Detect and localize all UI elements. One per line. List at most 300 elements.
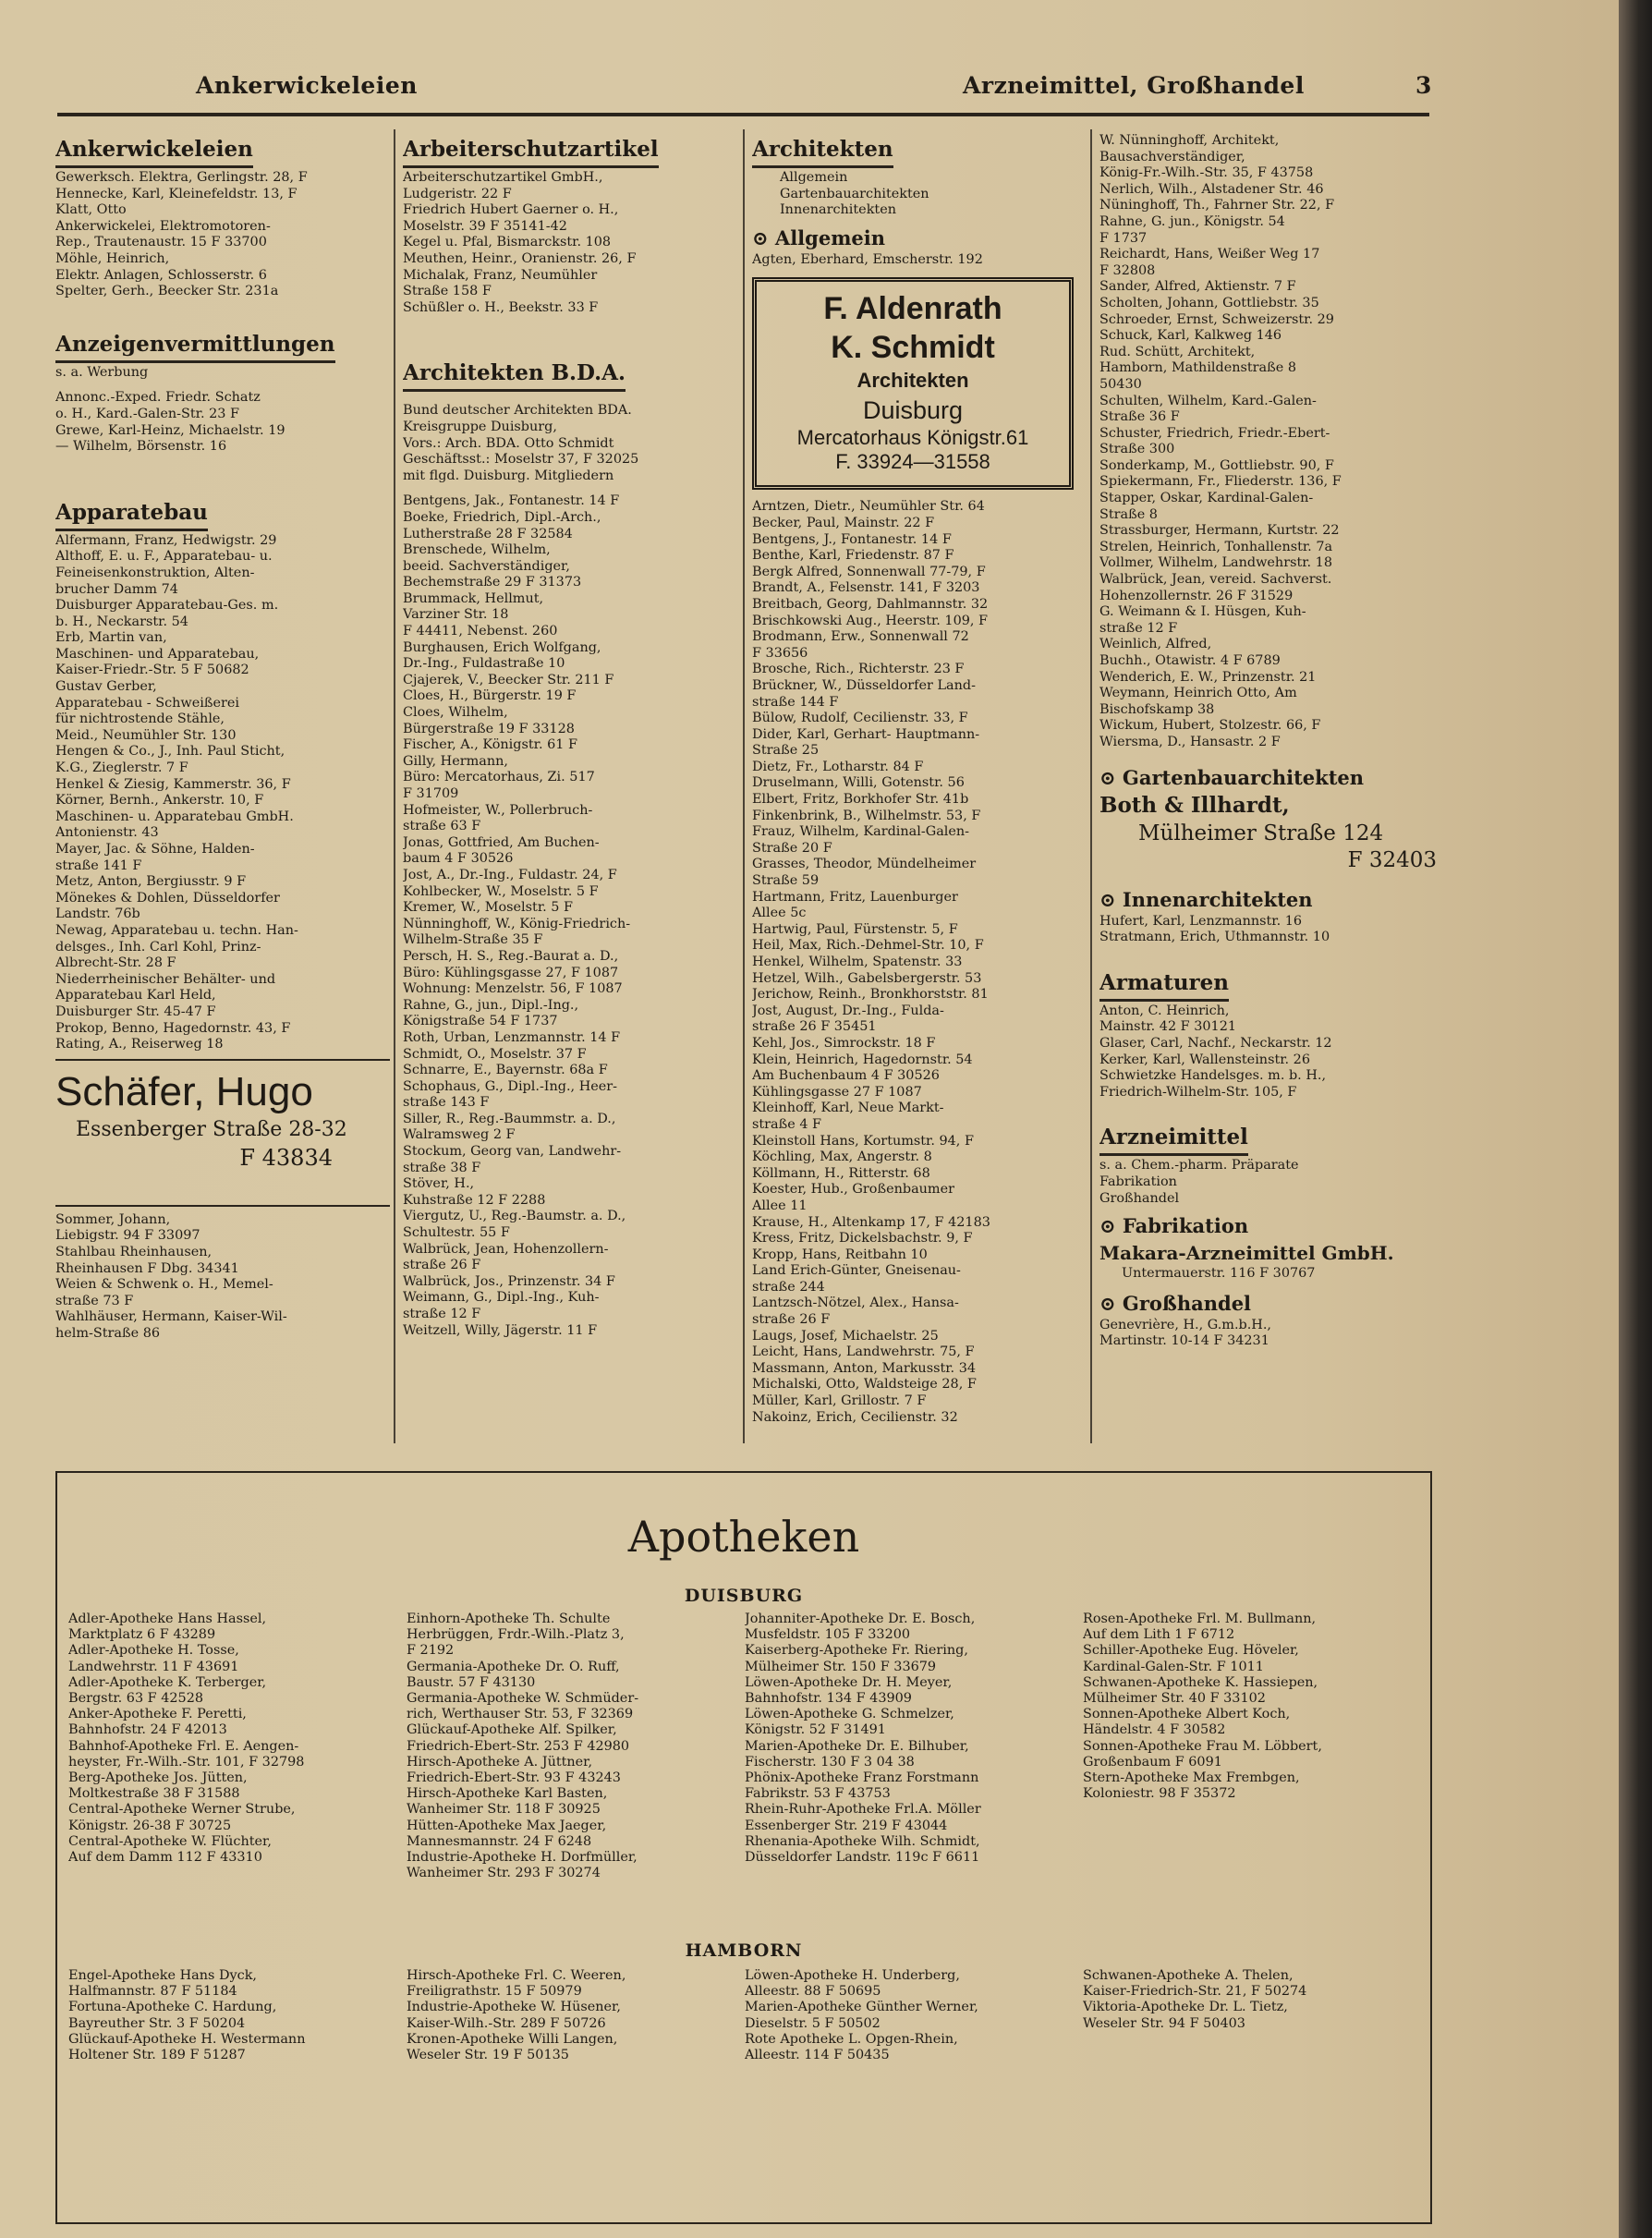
ad-rule — [55, 1205, 390, 1207]
entry-line: straße 141 F — [55, 857, 142, 873]
entry-line: Gustav Gerber, — [55, 679, 157, 695]
entry-line: Michalski, Otto, Waldsteige 28, F — [752, 1377, 977, 1393]
entry-line: Schuster, Friedrich, Friedr.-Ebert- — [1099, 425, 1330, 441]
entry-line: Freiligrathstr. 15 F 50979 — [407, 1984, 582, 2000]
entry-line: Weymann, Heinrich Otto, Am — [1099, 686, 1297, 701]
entry-line: Germania-Apotheke W. Schmüder- — [407, 1691, 639, 1707]
entry-line: Schuck, Karl, Kalkweg 146 — [1099, 328, 1282, 344]
entry-line: Straße 36 F — [1099, 409, 1180, 425]
entry-line: Boeke, Friedrich, Dipl.-Arch., — [403, 509, 601, 525]
entry-line: Sander, Alfred, Aktienstr. 7 F — [1099, 279, 1296, 295]
entry-line: Bergk Alfred, Sonnenwall 77-79, F — [752, 564, 986, 579]
entry-line: Wenderich, E. W., Prinzenstr. 21 — [1099, 669, 1317, 685]
entry-line: Klein, Heinrich, Hagedornstr. 54 — [752, 1052, 973, 1067]
entry-line: Cloes, Wilhelm, — [403, 705, 508, 721]
entry-line: Marien-Apotheke Dr. E. Bilhuber, — [745, 1738, 969, 1754]
entry-line: Wohnung: Menzelstr. 56, F 1087 — [403, 981, 623, 997]
ad-role: Architekten — [856, 369, 969, 393]
city-heading-duisburg: DUISBURG — [684, 1586, 804, 1606]
entry-line: Hufert, Karl, Lenzmannstr. 16 — [1099, 913, 1303, 929]
entry-line: Wickum, Hubert, Stolzestr. 66, F — [1099, 718, 1321, 734]
entry-line: Strassburger, Hermann, Kurtstr. 22 — [1099, 523, 1340, 539]
entry-line: Kropp, Hans, Reitbahn 10 — [752, 1247, 928, 1262]
entry-line: Königstr. 26-38 F 30725 — [68, 1818, 232, 1833]
section-heading-architekten: Architekten — [752, 137, 893, 168]
ad-company-name: Both & Illhardt, — [1099, 792, 1290, 818]
entry-line: Mannesmannstr. 24 F 6248 — [407, 1833, 592, 1849]
entry-line: Brenschede, Wilhelm, — [403, 542, 551, 558]
entry-list — [752, 499, 1077, 1426]
entry-line: Industrie-Apotheke W. Hüsener, — [407, 2000, 621, 2015]
entry-line: Löwen-Apotheke H. Underberg, — [745, 1968, 960, 1983]
entry-line: Hirsch-Apotheke Frl. C. Weeren, — [407, 1968, 626, 1983]
entry-line: Phönix-Apotheke Franz Forstmann — [745, 1770, 979, 1786]
entry-line: Sonnen-Apotheke Albert Koch, — [1083, 1707, 1291, 1722]
header-right: Arzneimittel, Großhandel — [963, 72, 1305, 99]
entry-line: helm-Straße 86 — [55, 1325, 161, 1341]
entry-line: F 32808 — [1099, 262, 1156, 278]
entry-line: Rosen-Apotheke Frl. M. Bullmann, — [1083, 1612, 1317, 1626]
entry-line: Mülheimer Str. 150 F 33679 — [745, 1659, 937, 1674]
entry-line: Buchh., Otawistr. 4 F 6789 — [1099, 653, 1281, 668]
entry-line: Gartenbauarchitekten — [780, 186, 929, 201]
entry-line: Bülow, Rudolf, Cecilienstr. 33, F — [752, 711, 968, 726]
entry-line: Brummack, Hellmut, — [403, 590, 544, 606]
entry-line: Schroeder, Ernst, Schweizerstr. 29 — [1099, 311, 1334, 327]
entry-line: Mönekes & Dohlen, Düsseldorfer — [55, 890, 280, 906]
entry-line: Heil, Max, Rich.-Dehmel-Str. 10, F — [752, 938, 984, 954]
entry-line: Rheinhausen F Dbg. 34341 — [55, 1260, 239, 1276]
entry-line: Rep., Trautenaustr. 15 F 33700 — [55, 235, 267, 250]
entry-line: Klatt, Otto — [55, 202, 127, 218]
entry-line: Hetzel, Wilh., Gabelsbergerstr. 53 — [752, 970, 982, 986]
entry-line: Schüßler o. H., Beekstr. 33 F — [403, 299, 599, 315]
entry-line: Bentgens, J., Fontanestr. 14 F — [752, 531, 952, 547]
entry-line: Herbrüggen, Frdr.-Wilh.-Platz 3, — [407, 1627, 625, 1643]
entry-line: Grewe, Karl-Heinz, Michaelstr. 19 — [55, 422, 285, 438]
book-binding-edge — [1619, 0, 1652, 2238]
section-heading-ankerwickeleien: Ankerwickeleien — [55, 137, 253, 168]
entry-line: Bechemstraße 29 F 31373 — [403, 575, 582, 590]
entry-line: Straße 20 F — [752, 840, 832, 856]
apotheken-title: Apotheken — [627, 1512, 860, 1562]
entry-line: Breitbach, Georg, Dahlmannstr. 32 — [752, 596, 989, 612]
entry-line: Rhenania-Apotheke Wilh. Schmidt, — [745, 1833, 980, 1849]
entry-line: Kaiserberg-Apotheke Fr. Riering, — [745, 1643, 968, 1659]
entry-line: Hennecke, Karl, Kleinefeldstr. 13, F — [55, 186, 298, 201]
entry-line: Hohenzollernstr. 26 F 31529 — [1099, 588, 1294, 603]
entry-line: Central-Apotheke Werner Strube, — [68, 1802, 296, 1818]
entry-line: Brischkowski Aug., Heerstr. 109, F — [752, 613, 989, 628]
entry-line: Gilly, Hermann, — [403, 753, 508, 769]
advertisement-aldenrath-schmidt — [752, 277, 1074, 490]
entry-line: Fischer, A., Königstr. 61 F — [403, 737, 577, 753]
entry-list — [403, 403, 737, 1339]
entry-line: Kreisgruppe Duisburg, — [403, 419, 557, 434]
entry-line: Meuthen, Heinr., Oranienstr. 26, F — [403, 250, 637, 266]
entry-line: Nakoinz, Erich, Cecilienstr. 32 — [752, 1409, 958, 1425]
entry-line: Dr.-Ing., Fuldastraße 10 — [403, 656, 565, 672]
entry-line: straße 63 F — [403, 819, 481, 834]
entry-line: Straße 158 F — [403, 284, 492, 299]
entry-line: Stratmann, Erich, Uthmannstr. 10 — [1099, 930, 1330, 945]
entry-line: Albrecht-Str. 28 F — [55, 955, 176, 971]
entry-line: Königstr. 52 F 31491 — [745, 1722, 886, 1738]
entry-line: Fortuna-Apotheke C. Hardung, — [68, 2000, 277, 2015]
ad-rule — [55, 1059, 390, 1061]
entry-line: Schwanen-Apotheke A. Thelen, — [1083, 1968, 1294, 1983]
entry-line: Sommer, Johann, — [55, 1211, 171, 1227]
entry-line: Cloes, H., Bürgerstr. 19 F — [403, 688, 577, 704]
entry-line: Duisburger Apparatebau-Ges. m. — [55, 598, 279, 614]
entry-line: Innenarchitekten — [780, 202, 896, 218]
entry-line: Weinlich, Alfred, — [1099, 637, 1212, 652]
entry-line: Allee 5c — [752, 906, 807, 921]
entry-line: Engel-Apotheke Hans Dyck, — [68, 1968, 257, 1983]
entry-line: Koester, Hub., Großenbaumer — [752, 1182, 954, 1198]
see-also-list — [1099, 1158, 1437, 1207]
entry-list — [1099, 133, 1437, 751]
entry-line: Kaiser-Wilh.-Str. 289 F 50726 — [407, 2015, 606, 2031]
entry-line: Adler-Apotheke H. Tosse, — [68, 1643, 239, 1659]
entry-line: Berg-Apotheke Jos. Jütten, — [68, 1770, 248, 1786]
entry-line: Viergutz, U., Reg.-Baumstr. a. D., — [403, 1209, 626, 1224]
entry-line: Bayreuther Str. 3 F 50204 — [68, 2015, 246, 2031]
entry-line: Genevrière, H., G.m.b.H., — [1099, 1317, 1272, 1332]
header-rule — [57, 113, 1429, 116]
apotheken-hamborn-col-3 — [745, 1968, 1073, 2063]
entry-line: Kohlbecker, W., Moselstr. 5 F — [403, 883, 599, 899]
entry-line: Brodmann, Erw., Sonnenwall 72 — [752, 629, 969, 645]
entry-line: Land Erich-Günter, Gneisenau- — [752, 1263, 961, 1279]
entry-line: Becker, Paul, Mainstr. 22 F — [752, 515, 935, 530]
entry-line: Müller, Karl, Grillostr. 7 F — [752, 1393, 927, 1409]
entry-line: Friedrich-Ebert-Str. 253 F 42980 — [407, 1738, 630, 1754]
entry-line: rich, Werthauser Str. 53, F 32369 — [407, 1707, 634, 1722]
entry-line: Walbrück, Jean, Hohenzollern- — [403, 1241, 609, 1257]
see-also-list — [752, 170, 1077, 219]
entry-line: Wanheimer Str. 293 F 30274 — [407, 1866, 601, 1881]
entry-line: Althoff, E. u. F., Apparatebau- u. — [55, 549, 273, 565]
advertisement-schaefer — [55, 1068, 351, 1198]
ad-phone: F 32403 — [1347, 847, 1437, 872]
entry-line: F 44411, Nebenst. 260 — [403, 624, 558, 639]
entry-line: Weitzell, Willy, Jägerstr. 11 F — [403, 1322, 598, 1338]
subheading-allgemein: ⊙ Allgemein — [752, 225, 886, 249]
entry-line: F 1737 — [1099, 230, 1148, 246]
entry-line: Schophaus, G., Dipl.-Ing., Heer- — [403, 1078, 618, 1094]
entry-line: Glaser, Carl, Nachf., Neckarstr. 12 — [1099, 1035, 1332, 1051]
entry-line: Hirsch-Apotheke A. Jüttner, — [407, 1754, 593, 1770]
entry-line: Lutherstraße 28 F 32584 — [403, 526, 573, 541]
entry-line: Strelen, Heinrich, Tonhallenstr. 7a — [1099, 539, 1333, 554]
subheading-fabrikation: ⊙ Fabrikation — [1099, 1214, 1249, 1238]
entry-line: Bürgerstraße 19 F 33128 — [403, 721, 575, 736]
entry-line: Johanniter-Apotheke Dr. E. Bosch, — [745, 1612, 976, 1626]
section-heading-arzneimittel: Arzneimittel — [1099, 1125, 1248, 1156]
entry-line: Ankerwickelei, Elektromotoren- — [55, 218, 271, 234]
entry-line: Weimann, G., Dipl.-Ing., Kuh- — [403, 1290, 600, 1306]
entry-line: Arbeiterschutzartikel GmbH., — [403, 170, 603, 185]
entry-line: Büro: Mercatorhaus, Zi. 517 — [403, 770, 595, 785]
entry-line: Schulten, Wilhelm, Kard.-Galen- — [1099, 393, 1317, 408]
entry-line: Maschinen- und Apparatebau, — [55, 646, 260, 662]
section-heading-apparatebau: Apparatebau — [55, 500, 208, 531]
entry-line: Fabrikation — [1099, 1174, 1177, 1189]
entry-line: Grasses, Theodor, Mündelheimer — [752, 857, 977, 872]
entry-line: Jerichow, Reinh., Bronkhorststr. 81 — [752, 987, 989, 1003]
entry-line: Nerlich, Wilh., Alstadener Str. 46 — [1099, 181, 1324, 197]
entry-list — [1099, 1318, 1437, 1350]
column-divider — [1090, 129, 1092, 1443]
entry-line: Friedrich Hubert Gaerner o. H., — [403, 202, 619, 218]
entry-line: Straße 300 — [1099, 442, 1175, 457]
entry-line: Jost, A., Dr.-Ing., Fuldastr. 24, F — [403, 867, 617, 882]
entry-line: Erb, Martin van, — [55, 630, 167, 646]
entry-line: Schiller-Apotheke Eug. Höveler, — [1083, 1643, 1299, 1659]
entry-line: Walramsweg 2 F — [403, 1127, 516, 1143]
ad-name-line-2: K. Schmidt — [831, 330, 995, 366]
ad-phone: F. 33924—31558 — [835, 450, 990, 474]
ad-address: Mercatorhaus Königstr.61 — [796, 426, 1029, 450]
entry-line: Schwietzke Handelsges. m. b. H., — [1099, 1068, 1327, 1084]
entry-line: Büro: Kühlingsgasse 27, F 1087 — [403, 965, 619, 980]
entry-line: Friedrich-Ebert-Str. 93 F 43243 — [407, 1770, 621, 1786]
entry-line: Arntzen, Dietr., Neumühler Str. 64 — [752, 499, 985, 515]
entry-line: Kress, Fritz, Dickelsbachstr. 9, F — [752, 1231, 973, 1247]
ad-company-name: Schäfer, Hugo — [55, 1068, 313, 1114]
entry-line: straße 244 — [752, 1279, 825, 1295]
entry-line: Mayer, Jac. & Söhne, Halden- — [55, 842, 255, 857]
entry-line — [55, 381, 390, 390]
entry-line: Hirsch-Apotheke Karl Basten, — [407, 1786, 608, 1802]
entry-line: Händelstr. 4 F 30582 — [1083, 1722, 1226, 1738]
entry-line: Allgemein — [780, 170, 848, 185]
entry-line: Leicht, Hans, Landwehrstr. 75, F — [752, 1344, 975, 1360]
entry-line: Hengen & Co., J., Inh. Paul Sticht, — [55, 744, 285, 760]
entry-line: Marktplatz 6 F 43289 — [68, 1627, 216, 1643]
entry-line: Moltkestraße 38 F 31588 — [68, 1786, 240, 1802]
apotheken-duisburg-col-4 — [1083, 1612, 1411, 1802]
running-header — [0, 72, 1619, 109]
entry-line: Lantzsch-Nötzel, Alex., Hansa- — [752, 1295, 959, 1311]
entry-line: Sonnen-Apotheke Frau M. Löbbert, — [1083, 1738, 1322, 1754]
entry-line: Schultestr. 55 F — [403, 1225, 510, 1241]
apotheken-duisburg-col-1 — [68, 1612, 396, 1866]
apotheken-box — [55, 1471, 1432, 2224]
entry-line: Reichardt, Hans, Weißer Weg 17 — [1099, 247, 1320, 262]
entry-line: Rud. Schütt, Architekt, — [1099, 344, 1256, 359]
entry-line: Antonienstr. 43 — [55, 825, 159, 841]
entry-line: Kronen-Apotheke Willi Langen, — [407, 2031, 618, 2047]
entry-line: Gewerksch. Elektra, Gerlingstr. 28, F — [55, 170, 308, 185]
entry-line: Schwanen-Apotheke K. Hassiepen, — [1083, 1674, 1318, 1690]
entry-line: Henkel & Ziesig, Kammerstr. 36, F — [55, 776, 291, 792]
apotheken-hamborn-col-2 — [407, 1968, 735, 2063]
section-heading-anzeigenvermittlungen: Anzeigenvermittlungen — [55, 332, 335, 363]
entry-line: Krause, H., Altenkamp 17, F 42183 — [752, 1214, 990, 1230]
entry-line: Stapper, Oskar, Kardinal-Galen- — [1099, 491, 1314, 506]
entry-list — [55, 1212, 390, 1343]
entry-line: Martinstr. 10-14 F 34231 — [1099, 1333, 1269, 1349]
entry-line: straße 73 F — [55, 1293, 134, 1308]
column-divider — [394, 129, 395, 1443]
entry-line: Spelter, Gerh., Beecker Str. 231a — [55, 284, 279, 299]
entry-line: K.G., Zieglerstr. 7 F — [55, 760, 188, 776]
entry-line: Druselmann, Willi, Gotenstr. 56 — [752, 775, 965, 791]
entry-line: straße 4 F — [752, 1116, 822, 1132]
ad-name-line-1: F. Aldenrath — [823, 291, 1002, 327]
entry: Agten, Eberhard, Emscherstr. 192 — [752, 251, 983, 267]
apotheken-duisburg-col-3 — [745, 1612, 1073, 1866]
entry-line: straße 144 F — [752, 694, 839, 710]
entry-line: Kardinal-Galen-Str. F 1011 — [1083, 1659, 1264, 1674]
entry-line: Löwen-Apotheke G. Schmelzer, — [745, 1707, 954, 1722]
entry-line: Wiersma, D., Hansastr. 2 F — [1099, 734, 1281, 749]
entry-line: Metz, Anton, Bergiusstr. 9 F — [55, 874, 247, 890]
entry-line: Fischerstr. 130 F 3 04 38 — [745, 1754, 915, 1770]
entry-line: Mülheimer Str. 40 F 33102 — [1083, 1691, 1266, 1707]
entry-line: Anton, C. Heinrich, — [1099, 1003, 1230, 1018]
entry-line — [403, 484, 737, 493]
entry-line: Einhorn-Apotheke Th. Schulte — [407, 1612, 611, 1626]
entry-line: Duisburger Str. 45-47 F — [55, 1003, 216, 1019]
entry-line: Kaiser-Friedr.-Str. 5 F 50682 — [55, 663, 249, 678]
entry-line: Siller, R., Reg.-Baummstr. a. D., — [403, 1111, 616, 1126]
entry-line: Großenbaum F 6091 — [1083, 1754, 1222, 1770]
entry-line: Königstraße 54 F 1737 — [403, 1014, 558, 1029]
entry-line: Kerker, Karl, Wallensteinstr. 26 — [1099, 1052, 1310, 1067]
entry-line: Koloniestr. 98 F 35372 — [1083, 1786, 1236, 1802]
entry-line: straße 12 F — [403, 1307, 481, 1321]
entry-line: Kehl, Jos., Simrockstr. 18 F — [752, 1035, 936, 1051]
entry-line: mit flgd. Duisburg. Mitgliedern — [403, 468, 614, 483]
entry-line: baum 4 F 30526 — [403, 851, 514, 867]
entry-line: Apparatebau - Schweißerei — [55, 695, 239, 711]
entry-line: Adler-Apotheke Hans Hassel, — [68, 1612, 267, 1626]
entry-line: Glückauf-Apotheke Alf. Spilker, — [407, 1722, 617, 1738]
ad-phone: F 43834 — [239, 1144, 333, 1171]
entry-line: Dieselstr. 5 F 50502 — [745, 2015, 881, 2031]
entry-line: Newag, Apparatebau u. techn. Han- — [55, 922, 298, 938]
entry-line: Straße 8 — [1099, 506, 1158, 522]
entry-line: Massmann, Anton, Markusstr. 34 — [752, 1360, 977, 1376]
entry-list — [403, 170, 737, 316]
apotheken-hamborn-col-1 — [68, 1968, 396, 2063]
entry-line: 50430 — [1099, 376, 1142, 392]
entry-line: Holtener Str. 189 F 51287 — [68, 2048, 246, 2063]
entry-line: Jonas, Gottfried, Am Buchen- — [403, 834, 600, 850]
entry-line: Burghausen, Erich Wolfgang, — [403, 639, 601, 655]
entry-line: Bischofskamp 38 — [1099, 701, 1215, 717]
ad-address: Mülheimer Straße 124 — [1138, 821, 1384, 845]
entry-line: straße 38 F — [403, 1160, 481, 1175]
entry-line: Landwehrstr. 11 F 43691 — [68, 1659, 239, 1674]
entry-line: Alfermann, Franz, Hedwigstr. 29 — [55, 532, 277, 548]
entry-line: Weseler Str. 19 F 50135 — [407, 2048, 569, 2063]
entry-line: Michalak, Franz, Neumühler — [403, 267, 598, 283]
entry-line: Benthe, Karl, Friedenstr. 87 F — [752, 548, 954, 564]
entry-line: s. a. Chem.-pharm. Präparate — [1099, 1158, 1299, 1174]
ad-address: Essenberger Straße 28-32 — [76, 1117, 347, 1141]
entry-line: Landstr. 76b — [55, 906, 140, 922]
entry-line: Nüninghoff, Th., Fahrner Str. 22, F — [1099, 198, 1335, 213]
entry-line: Dider, Karl, Gerhart- Hauptmann- — [752, 726, 980, 742]
entry-line: Straße 59 — [752, 873, 820, 889]
entry-line: Möhle, Heinrich, — [55, 250, 170, 266]
entry-line: Stern-Apotheke Max Frembgen, — [1083, 1770, 1300, 1786]
entry-line: Alleestr. 114 F 50435 — [745, 2048, 890, 2063]
entry-line: Köchling, Max, Angerstr. 8 — [752, 1149, 932, 1165]
entry-line: Hartmann, Fritz, Lauenburger — [752, 889, 958, 905]
entry-line: Kegel u. Pfal, Bismarckstr. 108 — [403, 235, 612, 250]
entry-line: Mainstr. 42 F 30121 — [1099, 1019, 1237, 1035]
entry-line: Vors.: Arch. BDA. Otto Schmidt — [403, 435, 614, 451]
entry-line: Elbert, Fritz, Borkhofer Str. 41b — [752, 792, 969, 808]
city-heading-hamborn: HAMBORN — [685, 1940, 803, 1961]
entry-line: Baustr. 57 F 43130 — [407, 1674, 536, 1690]
entry-line: Kleinhoff, Karl, Neue Markt- — [752, 1101, 944, 1116]
entry-line: Weseler Str. 94 F 50403 — [1083, 2015, 1245, 2031]
entry-line: Maschinen- u. Apparatebau GmbH. — [55, 809, 294, 824]
entry-line: Hamborn, Mathildenstraße 8 — [1099, 360, 1296, 376]
entry-line: Stöver, H., — [403, 1176, 475, 1192]
entry-line: Wilhelm-Straße 35 F — [403, 932, 543, 948]
entry-list — [1099, 1003, 1437, 1101]
entry-line: Bahnhofstr. 24 F 42013 — [68, 1722, 227, 1738]
entry-line: Köllmann, H., Ritterstr. 68 — [752, 1165, 930, 1181]
entry-line: Musfeldstr. 105 F 33200 — [745, 1627, 911, 1643]
entry-line: Brandt, A., Felsenstr. 141, F 3203 — [752, 580, 980, 596]
entry-line: Feineisenkonstruktion, Alten- — [55, 565, 255, 580]
entry-line: Halfmannstr. 87 F 51184 — [68, 1984, 237, 2000]
entry-line: Löwen-Apotheke Dr. H. Meyer, — [745, 1674, 953, 1690]
column-2 — [403, 129, 737, 1339]
entry-line: G. Weimann & I. Hüsgen, Kuh- — [1099, 604, 1306, 620]
entry-line: Wanheimer Str. 118 F 30925 — [407, 1802, 601, 1818]
entry-line: Körner, Bernh., Ankerstr. 10, F — [55, 793, 264, 809]
entry-line: Anker-Apotheke F. Peretti, — [68, 1707, 247, 1722]
entry-line: Apparatebau Karl Held, — [55, 988, 216, 1003]
column-4 — [1099, 129, 1437, 1350]
header-left: Ankerwickeleien — [196, 72, 418, 99]
entry-line: Scholten, Johann, Gottliebstr. 35 — [1099, 295, 1319, 310]
entry-line: — Wilhelm, Börsenstr. 16 — [55, 439, 227, 455]
entry-line: Rahne, G. jun., Königstr. 54 — [1099, 213, 1285, 229]
entry-line: straße 12 F — [1099, 620, 1178, 636]
entry-line: Rating, A., Reiserweg 18 — [55, 1037, 224, 1052]
subheading-grosshandel: ⊙ Großhandel — [1099, 1291, 1252, 1315]
entry-line: für nichtrostende Stähle, — [55, 712, 225, 727]
entry-line: Industrie-Apotheke H. Dorfmüller, — [407, 1850, 638, 1866]
entry-line: Glückauf-Apotheke H. Westermann — [68, 2031, 306, 2047]
entry-list — [55, 365, 390, 456]
entry-line: Moselstr. 39 F 35141-42 — [403, 218, 567, 234]
entry-line: F 33656 — [752, 645, 808, 661]
entry-line: F 2192 — [407, 1643, 455, 1659]
subheading-gartenbauarchitekten: ⊙ Gartenbauarchitekten — [1099, 765, 1365, 789]
entry-line: Brosche, Rich., Richterstr. 23 F — [752, 662, 965, 677]
entry-line: Wahlhäuser, Hermann, Kaiser-Wil- — [55, 1309, 287, 1325]
entry-line: Fabrikstr. 53 F 43753 — [745, 1786, 891, 1802]
entry-line: Laugs, Josef, Michaelstr. 25 — [752, 1328, 939, 1344]
column-1 — [55, 129, 390, 1342]
entry-line: Bahnhof-Apotheke Frl. E. Aengen- — [68, 1738, 299, 1754]
entry-line: W. Nünninghoff, Architekt, — [1099, 133, 1280, 148]
column-3 — [752, 129, 1077, 1426]
entry-line: Am Buchenbaum 4 F 30526 — [752, 1068, 940, 1084]
entry-line: Finkenbrink, B., Wilhelmstr. 53, F — [752, 808, 981, 823]
